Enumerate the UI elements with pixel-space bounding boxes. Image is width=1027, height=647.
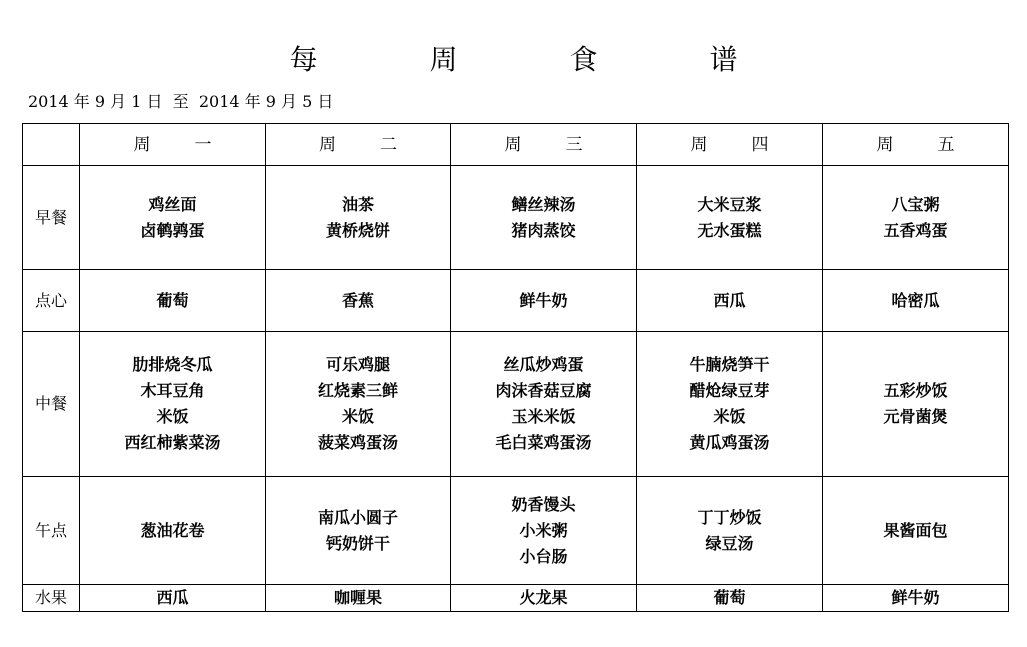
menu-cell: 鲜牛奶	[823, 585, 1009, 612]
day-header-2: 周 二	[266, 124, 451, 166]
menu-cell: 鳝丝辣汤 猪肉蒸饺	[451, 166, 637, 270]
row-snack	[23, 270, 1009, 332]
menu-cell: 可乐鸡腿 红烧素三鲜 米饭 菠菜鸡蛋汤	[266, 332, 451, 477]
day-header-5: 周 五	[823, 124, 1009, 166]
row-label: 水果	[23, 585, 80, 612]
menu-cell: 鸡丝面 卤鹌鹑蛋	[80, 166, 266, 270]
weekly-menu-table	[22, 123, 1009, 612]
menu-cell: 肋排烧冬瓜 木耳豆角 米饭 西红柿紫菜汤	[80, 332, 266, 477]
menu-cell: 五彩炒饭 元骨菌煲	[823, 332, 1009, 477]
menu-cell: 葡萄	[80, 270, 266, 332]
menu-cell: 南瓜小圆子 钙奶饼干	[266, 477, 451, 585]
row-fruit	[23, 585, 1009, 612]
menu-cell: 鲜牛奶	[451, 270, 637, 332]
menu-cell: 八宝粥 五香鸡蛋	[823, 166, 1009, 270]
row-label: 中餐	[23, 332, 80, 477]
menu-cell: 丝瓜炒鸡蛋 肉沫香菇豆腐 玉米米饭 毛白菜鸡蛋汤	[451, 332, 637, 477]
menu-cell: 火龙果	[451, 585, 637, 612]
header-row	[23, 124, 1009, 166]
row-afternoon-snack	[23, 477, 1009, 585]
date-range: 2014 年 9 月 1 日 至 2014 年 9 月 5 日	[28, 92, 334, 111]
menu-cell: 西瓜	[80, 585, 266, 612]
menu-cell: 咖喱果	[266, 585, 451, 612]
menu-cell: 果酱面包	[823, 477, 1009, 585]
row-lunch	[23, 332, 1009, 477]
menu-cell: 丁丁炒饭 绿豆汤	[637, 477, 823, 585]
row-label: 点心	[23, 270, 80, 332]
page-title: 每 周 食 谱	[289, 43, 780, 76]
day-header-1: 周 一	[80, 124, 266, 166]
menu-cell: 西瓜	[637, 270, 823, 332]
row-label: 早餐	[23, 166, 80, 270]
menu-cell: 油茶 黄桥烧饼	[266, 166, 451, 270]
menu-cell: 葡萄	[637, 585, 823, 612]
menu-cell: 奶香馒头 小米粥 小台肠	[451, 477, 637, 585]
corner-cell	[23, 124, 80, 166]
menu-cell: 香蕉	[266, 270, 451, 332]
menu-cell: 哈密瓜	[823, 270, 1009, 332]
menu-cell: 牛腩烧笋干 醋炝绿豆芽 米饭 黄瓜鸡蛋汤	[637, 332, 823, 477]
menu-cell: 大米豆浆 无水蛋糕	[637, 166, 823, 270]
day-header-4: 周 四	[637, 124, 823, 166]
row-label: 午点	[23, 477, 80, 585]
day-header-3: 周 三	[451, 124, 637, 166]
row-breakfast	[23, 166, 1009, 270]
menu-cell: 葱油花卷	[80, 477, 266, 585]
